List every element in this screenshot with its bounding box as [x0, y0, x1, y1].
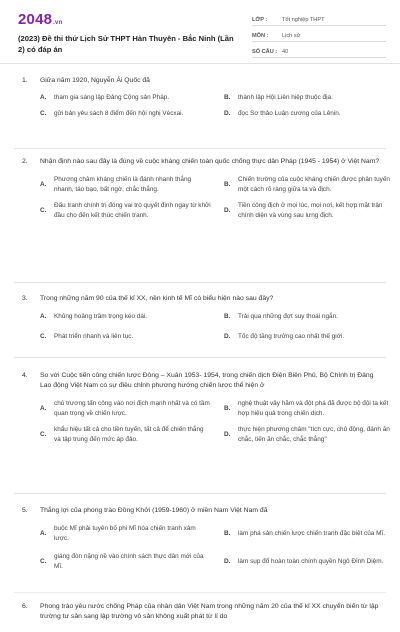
question-3 — [0, 294, 400, 346]
options-grid — [22, 93, 386, 119]
question-6 — [0, 602, 400, 632]
option-a[interactable] — [40, 175, 212, 195]
meta-value: Lịch sử — [282, 32, 301, 39]
question-5 — [0, 506, 400, 586]
question-list — [0, 76, 400, 632]
option-text: làm sụp đổ hoàn toàn chính quyền Ngô Đình Diệm. — [238, 558, 384, 566]
header — [0, 0, 400, 64]
question-2 — [0, 157, 400, 277]
option-letter: A. — [40, 94, 47, 102]
option-text: Tiền công địch ở mọi lúc, mọi nơi, kết hợp mặt trận chính diện và vùng sau lưng địch. — [238, 202, 383, 220]
divider — [14, 282, 386, 283]
question-stem — [22, 294, 386, 304]
options-grid — [22, 312, 386, 342]
options-grid — [22, 175, 390, 221]
question-number: 4. — [22, 372, 28, 379]
question-4 — [0, 371, 400, 489]
document-title: (2023) Đề thi thử Lịch Sử THPT Hàn Thuyên - Bắc Ninh (Lần 2) có đáp án — [18, 34, 234, 54]
option-b[interactable] — [224, 93, 396, 103]
question-1 — [0, 76, 400, 140]
options-grid — [22, 524, 386, 572]
option-c[interactable] — [40, 109, 212, 119]
option-letter: A. — [40, 530, 47, 538]
question-text: Trong những năm 90 của thế kỉ XX, nền kinh tế Mĩ có biểu hiện nào sau đây? — [40, 295, 274, 302]
question-stem — [22, 76, 386, 86]
option-letter: B. — [224, 94, 231, 102]
question-text: Giữa năm 1920, Nguyễn Ái Quốc đã — [40, 77, 150, 84]
option-text: Chiến trường của cuộc kháng chiến được phân tuyến một cách rõ ràng giữa ta và địch. — [238, 176, 390, 194]
option-c[interactable] — [40, 332, 212, 342]
option-text: tham gia sáng lập Đảng Cộng sản Pháp. — [54, 94, 170, 102]
option-text: Tốc độ tăng trưởng cao nhất thế giới. — [238, 333, 345, 341]
option-text: chủ trương tấn công vào nơi địch mạnh nhất và có tầm quan trọng về chiến lược. — [54, 399, 210, 417]
option-text: giáng đòn nặng nề vào chính sách thực dân mới của Mĩ. — [54, 553, 204, 571]
meta-label: LỚP : — [252, 16, 268, 23]
question-text: Phong trào yêu nước chống Pháp của nhân dân Việt Nam trong những năm 20 của thế kỉ XX chuyển biến từ lập trường tư sản sang lập trường vô sản không xuất phát từ lí do — [40, 603, 379, 621]
meta-label: SỐ CÂU : — [252, 48, 278, 55]
option-text: buộc Mĩ phải tuyên bố phi Mĩ hóa chiến tranh xâm lược. — [54, 525, 196, 543]
option-text: Phương châm kháng chiến là đánh nhanh thắng nhanh, táo bạo, bất ngờ, chắc thắng. — [54, 176, 192, 194]
meta-label: MÔN : — [252, 32, 269, 39]
option-letter: A. — [40, 313, 47, 321]
option-d[interactable] — [224, 552, 396, 572]
logo-text: 2048 — [18, 11, 53, 28]
option-letter: C. — [40, 430, 47, 438]
option-c[interactable] — [40, 201, 212, 221]
option-letter: D. — [224, 558, 231, 566]
question-text: Nhận định nào sau đây là đúng về cuộc kháng chiến toàn quốc chống thực dân Pháp (1945 - 1954) ở Việt Nam? — [40, 158, 380, 165]
option-text: Đấu tranh chính trị đóng vai trò quyết định ngay từ khởi đầu cho đến kết thúc chiến tranh. — [54, 202, 211, 220]
option-a[interactable] — [40, 399, 212, 419]
option-letter: B. — [224, 404, 231, 412]
divider — [14, 148, 386, 149]
meta-row-class — [252, 14, 386, 26]
option-letter: D. — [224, 207, 231, 215]
option-text: làm phá sản chiến lược chiến tranh đặc biệt của Mĩ. — [238, 530, 386, 538]
option-d[interactable] — [224, 109, 396, 119]
option-c[interactable] — [40, 552, 212, 572]
options-grid — [22, 399, 390, 445]
question-stem — [22, 602, 386, 623]
option-letter: C. — [40, 558, 47, 566]
option-b[interactable] — [224, 312, 396, 322]
option-d[interactable] — [224, 201, 396, 221]
option-letter: A. — [40, 181, 47, 189]
meta-row-subject — [252, 30, 386, 42]
option-text: Phát triển nhanh và liên tục. — [54, 333, 134, 341]
question-stem — [22, 371, 386, 392]
question-number: 5. — [22, 507, 28, 514]
question-stem — [22, 157, 386, 167]
question-number: 1. — [22, 77, 28, 84]
divider — [14, 493, 386, 494]
option-text: Trải qua những đợt suy thoái ngắn. — [238, 313, 338, 321]
option-d[interactable] — [224, 425, 396, 445]
option-b[interactable] — [224, 399, 396, 419]
question-text: Thắng lợi của phong trào Đồng Khởi (1959-1960) ở miền Nam Việt Nam đã — [40, 507, 268, 514]
bottom-fade — [0, 586, 400, 600]
meta-value: Tốt nghiệp THPT — [282, 16, 325, 23]
option-d[interactable] — [224, 332, 396, 342]
option-text: gửi bản yêu sách 8 điểm đến hội nghị Vécxai. — [54, 110, 184, 118]
question-text: So với Cuộc tiến công chiến lược Đông – Xuân 1953- 1954, trong chiến dịch Điện Biên Phủ, Bộ Chính trị Đảng Lao động Việt Nam có sự điều chỉnh phương hướng chiến lược thể hiện ở — [40, 372, 374, 390]
logo-suffix: .vn — [53, 20, 63, 26]
meta-row-count — [252, 46, 386, 58]
option-text: nghệ thuật vây hãm và đột phá đã được bộ đội ta kết hợp hiệu quả trong chiến dịch. — [238, 399, 389, 417]
question-number: 6. — [22, 603, 28, 610]
option-text: đọc Sơ thảo Luận cương của Lênin. — [238, 110, 341, 118]
option-letter: D. — [224, 430, 231, 438]
option-text: thực hiện phương châm "tích cực, chủ động, đánh ăn chắc, tiến ăn chắc, chắc thắng" — [238, 425, 390, 443]
option-letter: D. — [224, 110, 231, 118]
meta-value: 40 — [282, 48, 289, 55]
option-letter: D. — [224, 333, 231, 341]
option-a[interactable] — [40, 524, 212, 544]
option-letter: B. — [224, 530, 231, 538]
option-letter: B. — [224, 181, 231, 189]
option-a[interactable] — [40, 93, 212, 103]
option-c[interactable] — [40, 425, 212, 445]
site-logo[interactable] — [18, 11, 62, 28]
question-number: 3. — [22, 295, 28, 302]
option-b[interactable] — [224, 524, 396, 544]
option-b[interactable] — [224, 175, 396, 195]
option-letter: C. — [40, 110, 47, 118]
exam-meta — [252, 14, 386, 62]
option-text: thành lập Hội Liên hiệp thuộc địa. — [238, 94, 333, 102]
option-letter: A. — [40, 404, 47, 412]
option-text: khẩu hiệu tất cả cho tiền tuyến, tất cả để chiến thắng và tập trung đến mức áp đảo. — [54, 425, 204, 443]
divider — [14, 357, 386, 358]
option-letter: C. — [40, 207, 47, 215]
option-a[interactable] — [40, 312, 212, 322]
option-letter: B. — [224, 313, 231, 321]
question-stem — [22, 506, 386, 516]
option-text: Khủng hoảng trầm trọng kéo dài. — [54, 313, 148, 321]
question-number: 2. — [22, 158, 28, 165]
option-letter: C. — [40, 333, 47, 341]
